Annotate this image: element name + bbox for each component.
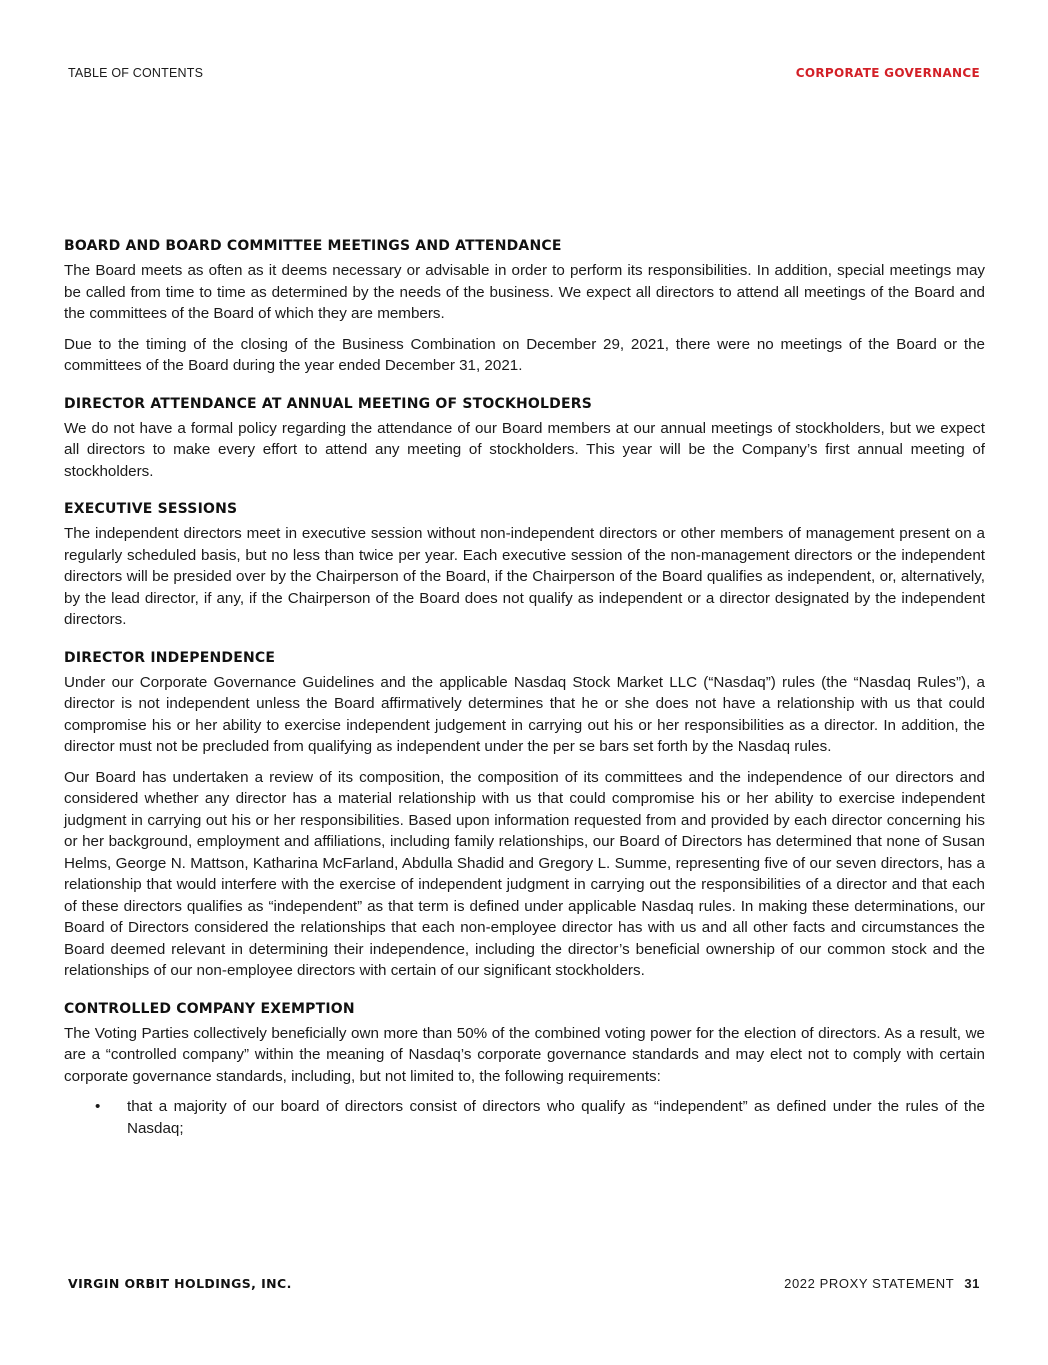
page-number: 31: [964, 1276, 980, 1291]
section-heading: CONTROLLED COMPANY EXEMPTION: [64, 1000, 355, 1017]
section-board-meetings: [64, 238, 985, 377]
section-heading: EXECUTIVE SESSIONS: [64, 501, 238, 517]
section-director-independence: [64, 650, 985, 982]
paragraph: The Voting Parties collectively beneficially own more than 50% of the combined voting power for the election of directors. As a result, we are a “controlled company” within the meaning of Nasdaq’s corporate governance standards and may elect not to comply with certain corporate governance standards, including, but not limited to, the following requirements:: [64, 1024, 985, 1085]
bullet-item: [64, 1096, 985, 1139]
footer-company-name: VIRGIN ORBIT HOLDINGS, INC.: [68, 1276, 292, 1291]
footer-document-title: 2022 PROXY STATEMENT: [784, 1276, 955, 1291]
bullet-icon: •: [95, 1098, 101, 1115]
paragraph: Under our Corporate Governance Guidelines and the applicable Nasdaq Stock Market LLC (“Nasdaq”) rules (the “Nasdaq Rules”), a director is not independent unless the Board affirmatively determines that he or she does not have a relationship with us that could compromise his or her ability to exercise independent judgement in carrying out his or her responsibilities as a director. In addition, the director must not be precluded from qualifying as independent under the per se bars set forth by the Nasdaq rules.: [64, 673, 985, 755]
table-of-contents-link[interactable]: TABLE OF CONTENTS: [68, 66, 204, 80]
section-heading: DIRECTOR ATTENDANCE AT ANNUAL MEETING OF STOCKHOLDERS: [64, 395, 592, 412]
paragraph: Due to the timing of the closing of the Business Combination on December 29, 2021, there were no meetings of the Board or the committees of the Board during the year ended December 31, 2021.: [64, 335, 985, 374]
paragraph: Our Board has undertaken a review of its composition, the composition of its committees and the independence of our directors and considered whether any director has a material relationship with us that could compromise his or her ability to exercise independent judgment in carrying out his or her responsibilities. Based upon information requested from and provided by each director concerning his or her background, employment and affiliations, including family relationships, our Board of Directors has determined that none of Susan Helms, George N. Mattson, Katharina McFarland, Abdulla Shadid and Gregory L. Summe, representing five of our seven directors, has a relationship that would interfere with the exercise of independent judgment in carrying out the responsibilities of a director and that each of these directors qualifies as “independent” as that term is defined under applicable Nasdaq rules. In making these determinations, our Board of Directors considered the relationships that each non-employee director has with us and all other facts and circumstances the Board deemed relevant in determining their independence, including the director’s beneficial ownership of our common stock and the relationships of our non-employee directors with certain of our significant stockholders.: [64, 768, 985, 979]
bullet-list: [64, 1096, 985, 1139]
page-content: [64, 238, 985, 1158]
bullet-text: that a majority of our board of directors consist of directors who qualify as “independent” as defined under the rules of the Nasdaq;: [127, 1098, 985, 1137]
section-title: CORPORATE GOVERNANCE: [795, 66, 980, 80]
section-annual-meeting-attendance: [64, 396, 985, 483]
section-executive-sessions: [64, 501, 985, 631]
section-heading: DIRECTOR INDEPENDENCE: [64, 649, 276, 666]
paragraph: We do not have a formal policy regarding the attendance of our Board members at our annual meetings of stockholders, but we expect all directors to make every effort to attend any meeting of stockholders. This year will be the Company’s first annual meeting of stockholders.: [64, 419, 985, 480]
section-heading: BOARD AND BOARD COMMITTEE MEETINGS AND ATTENDANCE: [64, 238, 562, 254]
paragraph: The Board meets as often as it deems necessary or advisable in order to perform its responsibilities. In addition, special meetings may be called from time to time as determined by the needs of the business. We expect all directors to attend all meetings of the Board and the committees of the Board of which they are members.: [64, 262, 985, 322]
footer-document-info: [784, 1276, 980, 1291]
paragraph: The independent directors meet in executive session without non-independent directors or other members of management present on a regularly scheduled basis, but no less than twice per year. Each executive session of the non-management directors or the independent directors will be presided over by the Chairperson of the Board, if the Chairperson of the Board qualifies as independent, or, alternatively, by the lead director, if any, if the Chairperson of the Board does not qualify as independent or a director designated by the independent directors.: [64, 525, 985, 628]
section-controlled-company: [64, 1001, 985, 1140]
